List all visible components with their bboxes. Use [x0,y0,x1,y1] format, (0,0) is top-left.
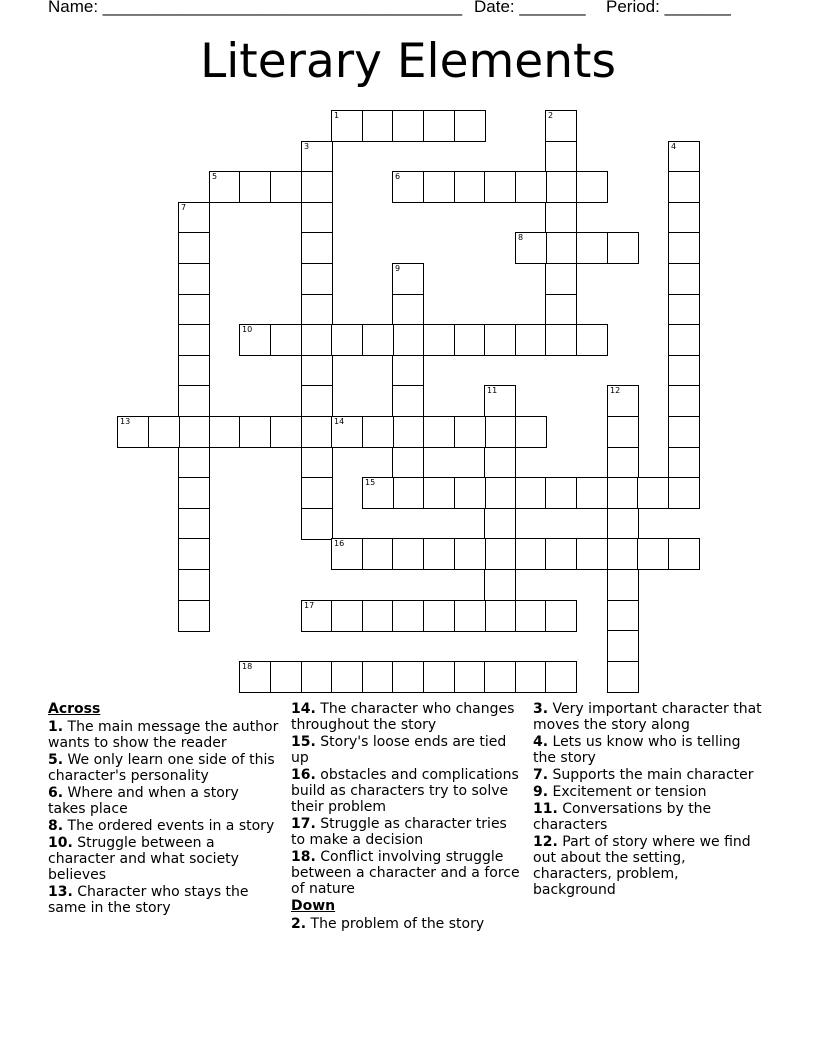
grid-cell[interactable] [668,263,700,295]
grid-cell[interactable] [576,232,608,264]
grid-cell[interactable] [209,416,241,448]
clue-number: 9 [395,264,401,273]
grid-cell[interactable] [607,447,639,479]
grid-cell[interactable] [331,600,363,632]
clue-number: 16 [334,539,345,548]
grid-cell[interactable] [270,661,302,693]
grid-cell[interactable] [484,538,516,570]
grid-cell[interactable] [148,416,180,448]
grid-cell[interactable] [545,141,577,173]
clue-num: 15. [291,734,316,750]
grid-cell[interactable] [209,171,241,203]
across-clue [291,767,523,815]
clue-text: Story's loose ends are tied up [291,734,507,766]
grid-cell[interactable] [301,232,333,264]
grid-cell[interactable] [362,110,394,142]
clue-number: 4 [671,142,677,151]
across-clue [291,849,523,897]
grid-cell[interactable] [668,385,700,417]
grid-cell[interactable] [668,294,700,326]
down-clue [533,734,765,766]
grid-cell[interactable] [301,294,333,326]
grid-cell[interactable] [392,385,424,417]
grid-cell[interactable] [607,661,639,693]
grid-cell[interactable] [545,110,577,142]
grid-cell[interactable] [607,508,639,540]
grid-cell[interactable] [392,447,424,479]
clue-number: 8 [518,233,524,242]
grid-cell[interactable] [484,416,516,448]
clue-text: Conversations by the characters [533,801,712,833]
across-clue [48,719,280,751]
grid-cell[interactable] [178,232,210,264]
grid-cell[interactable] [515,477,547,509]
grid-cell[interactable] [668,355,700,387]
clue-text: Part of story where we find out about the setting, characters, problem, background [533,834,751,898]
grid-cell[interactable] [607,477,639,509]
clue-num: 12. [533,834,558,850]
grid-cell[interactable] [270,324,302,356]
clue-num: 14. [291,701,316,717]
clue-number: 1 [334,111,340,120]
clue-num: 4. [533,734,549,750]
grid-cell[interactable] [668,171,700,203]
clue-text: Where and when a story takes place [48,785,239,817]
grid-cell[interactable] [117,416,149,448]
grid-cell[interactable] [515,324,547,356]
grid-cell[interactable] [270,416,302,448]
name-field-label: Name: ______________________________________ [48,0,463,16]
grid-cell[interactable] [362,416,394,448]
grid-cell[interactable] [239,324,271,356]
clue-number: 10 [242,325,253,334]
grid-cell[interactable] [178,324,210,356]
across-clue [48,818,280,834]
grid-cell[interactable] [392,600,424,632]
grid-cell[interactable] [301,324,333,356]
clue-text: Conflict involving struggle between a character and a force of nature [291,849,520,897]
grid-cell[interactable] [178,263,210,295]
clue-text: Very important character that moves the story along [533,701,762,733]
grid-cell[interactable] [545,600,577,632]
grid-cell[interactable] [484,569,516,601]
clue-number: 18 [242,662,253,671]
period-field-label: Period: _______ [606,0,731,16]
grid-cell[interactable] [331,324,363,356]
grid-cell[interactable] [301,477,333,509]
down-clue [533,834,765,898]
clue-number: 7 [181,203,187,212]
grid-cell[interactable] [484,447,516,479]
grid-cell[interactable] [423,416,455,448]
clues-column-1 [48,701,280,917]
grid-cell[interactable] [515,232,547,264]
grid-cell[interactable] [178,538,210,570]
clue-text: Lets us know who is telling the story [533,734,741,766]
grid-cell[interactable] [301,416,333,448]
grid-cell[interactable] [454,171,486,203]
grid-cell[interactable] [362,600,394,632]
grid-cell[interactable] [392,324,424,356]
grid-cell[interactable] [392,294,424,326]
date-field-label: Date: _______ [474,0,586,16]
grid-cell[interactable] [301,141,333,173]
down-clue [533,701,765,733]
grid-cell[interactable] [331,661,363,693]
grid-cell[interactable] [239,416,271,448]
grid-cell[interactable] [607,630,639,662]
grid-cell[interactable] [301,385,333,417]
clue-number: 2 [548,111,554,120]
grid-cell[interactable] [484,600,516,632]
clue-text: The problem of the story [306,916,485,932]
clues-column-3 [533,701,765,899]
grid-cell[interactable] [515,416,547,448]
across-clue [291,734,523,766]
clue-num: 10. [48,835,73,851]
grid-cell[interactable] [239,171,271,203]
grid-cell[interactable] [607,416,639,448]
grid-cell[interactable] [668,447,700,479]
grid-cell[interactable] [484,324,516,356]
grid-cell[interactable] [178,447,210,479]
across-clue [48,884,280,916]
grid-cell[interactable] [392,355,424,387]
grid-cell[interactable] [454,416,486,448]
grid-cell[interactable] [423,324,455,356]
grid-cell[interactable] [576,324,608,356]
grid-cell[interactable] [301,600,333,632]
down-clue [533,784,765,800]
grid-cell[interactable] [454,600,486,632]
clue-text: Supports the main character [548,767,754,783]
grid-cell[interactable] [362,324,394,356]
clue-number: 5 [212,172,218,181]
clue-num: 11. [533,801,558,817]
grid-cell[interactable] [392,110,424,142]
grid-cell[interactable] [484,477,516,509]
grid-cell[interactable] [607,232,639,264]
grid-cell[interactable] [576,538,608,570]
grid-cell[interactable] [545,232,577,264]
grid-cell[interactable] [301,263,333,295]
clue-number: 14 [334,417,345,426]
across-clue [291,701,523,733]
clue-num: 9. [533,784,549,800]
clue-num: 13. [48,884,73,900]
clue-number: 11 [487,386,498,395]
clue-num: 3. [533,701,549,717]
grid-cell[interactable] [668,141,700,173]
grid-cell[interactable] [392,661,424,693]
down-clue [533,767,765,783]
down-clue [291,916,523,932]
grid-cell[interactable] [545,538,577,570]
grid-cell[interactable] [392,416,424,448]
grid-cell[interactable] [362,538,394,570]
clue-number: 12 [610,386,621,395]
grid-cell[interactable] [484,171,516,203]
grid-cell[interactable] [607,569,639,601]
grid-cell[interactable] [423,477,455,509]
grid-cell[interactable] [607,538,639,570]
grid-cell[interactable] [392,171,424,203]
grid-cell[interactable] [423,171,455,203]
clue-num: 5. [48,752,64,768]
grid-cell[interactable] [454,477,486,509]
grid-cell[interactable] [392,263,424,295]
clue-num: 17. [291,816,316,832]
grid-cell[interactable] [423,661,455,693]
clue-text: We only learn one side of this character's personality [48,752,275,784]
clue-number: 6 [395,172,401,181]
grid-cell[interactable] [545,294,577,326]
across-clue [48,785,280,817]
clue-num: 7. [533,767,549,783]
grid-cell[interactable] [668,538,700,570]
grid-cell[interactable] [270,171,302,203]
grid-cell[interactable] [178,508,210,540]
grid-cell[interactable] [576,477,608,509]
clue-text: The main message the author wants to show the reader [48,719,279,751]
clue-text: The character who changes throughout the story [291,701,515,733]
grid-cell[interactable] [301,508,333,540]
grid-cell[interactable] [178,202,210,234]
clue-number: 17 [304,601,315,610]
clues-column-2 [291,701,523,933]
clue-text: Struggle as character tries to make a decision [291,816,507,848]
grid-cell[interactable] [607,600,639,632]
grid-cell[interactable] [301,202,333,234]
clue-num: 2. [291,916,307,932]
grid-cell[interactable] [239,661,271,693]
grid-cell[interactable] [545,324,577,356]
grid-cell[interactable] [423,600,455,632]
across-clue [48,835,280,883]
grid-cell[interactable] [515,600,547,632]
grid-cell[interactable] [637,477,669,509]
clue-num: 1. [48,719,64,735]
down-heading: Down [291,898,336,914]
grid-cell[interactable] [454,110,486,142]
across-clue [48,752,280,784]
grid-cell[interactable] [301,355,333,387]
grid-cell[interactable] [484,508,516,540]
grid-cell[interactable] [178,416,210,448]
grid-cell[interactable] [331,110,363,142]
grid-cell[interactable] [545,661,577,693]
grid-cell[interactable] [362,477,394,509]
grid-cell[interactable] [454,324,486,356]
grid-cell[interactable] [301,171,333,203]
grid-cell[interactable] [668,477,700,509]
across-clue [291,816,523,848]
clue-number: 3 [304,142,310,151]
grid-cell[interactable] [178,477,210,509]
grid-cell[interactable] [331,538,363,570]
grid-cell[interactable] [423,110,455,142]
grid-cell[interactable] [545,263,577,295]
grid-cell[interactable] [637,538,669,570]
grid-cell[interactable] [178,355,210,387]
grid-cell[interactable] [515,538,547,570]
clue-text: The ordered events in a story [63,818,275,834]
grid-cell[interactable] [392,538,424,570]
grid-cell[interactable] [392,477,424,509]
grid-cell[interactable] [576,171,608,203]
grid-cell[interactable] [668,232,700,264]
grid-cell[interactable] [545,477,577,509]
grid-cell[interactable] [362,661,394,693]
grid-cell[interactable] [668,202,700,234]
grid-cell[interactable] [607,385,639,417]
grid-cell[interactable] [178,294,210,326]
grid-cell[interactable] [331,416,363,448]
grid-cell[interactable] [484,661,516,693]
clue-num: 8. [48,818,64,834]
grid-cell[interactable] [515,661,547,693]
down-clue [533,801,765,833]
clue-num: 18. [291,849,316,865]
grid-cell[interactable] [301,661,333,693]
grid-cell[interactable] [301,447,333,479]
grid-cell[interactable] [545,171,577,203]
clue-number: 15 [365,478,376,487]
grid-cell[interactable] [178,385,210,417]
grid-cell[interactable] [515,171,547,203]
clue-text: Struggle between a character and what society believes [48,835,239,883]
grid-cell[interactable] [668,324,700,356]
grid-cell[interactable] [545,202,577,234]
across-heading: Across [48,701,101,717]
grid-cell[interactable] [454,538,486,570]
grid-cell[interactable] [178,600,210,632]
clue-num: 16. [291,767,316,783]
grid-cell[interactable] [178,569,210,601]
clue-number: 13 [120,417,131,426]
grid-cell[interactable] [423,538,455,570]
clue-text: Character who stays the same in the story [48,884,249,916]
clue-text: Excitement or tension [548,784,707,800]
grid-cell[interactable] [484,385,516,417]
grid-cell[interactable] [454,661,486,693]
clue-text: obstacles and complications build as characters try to solve their problem [291,767,519,815]
clue-num: 6. [48,785,64,801]
grid-cell[interactable] [668,416,700,448]
page-title: Literary Elements [200,34,616,89]
